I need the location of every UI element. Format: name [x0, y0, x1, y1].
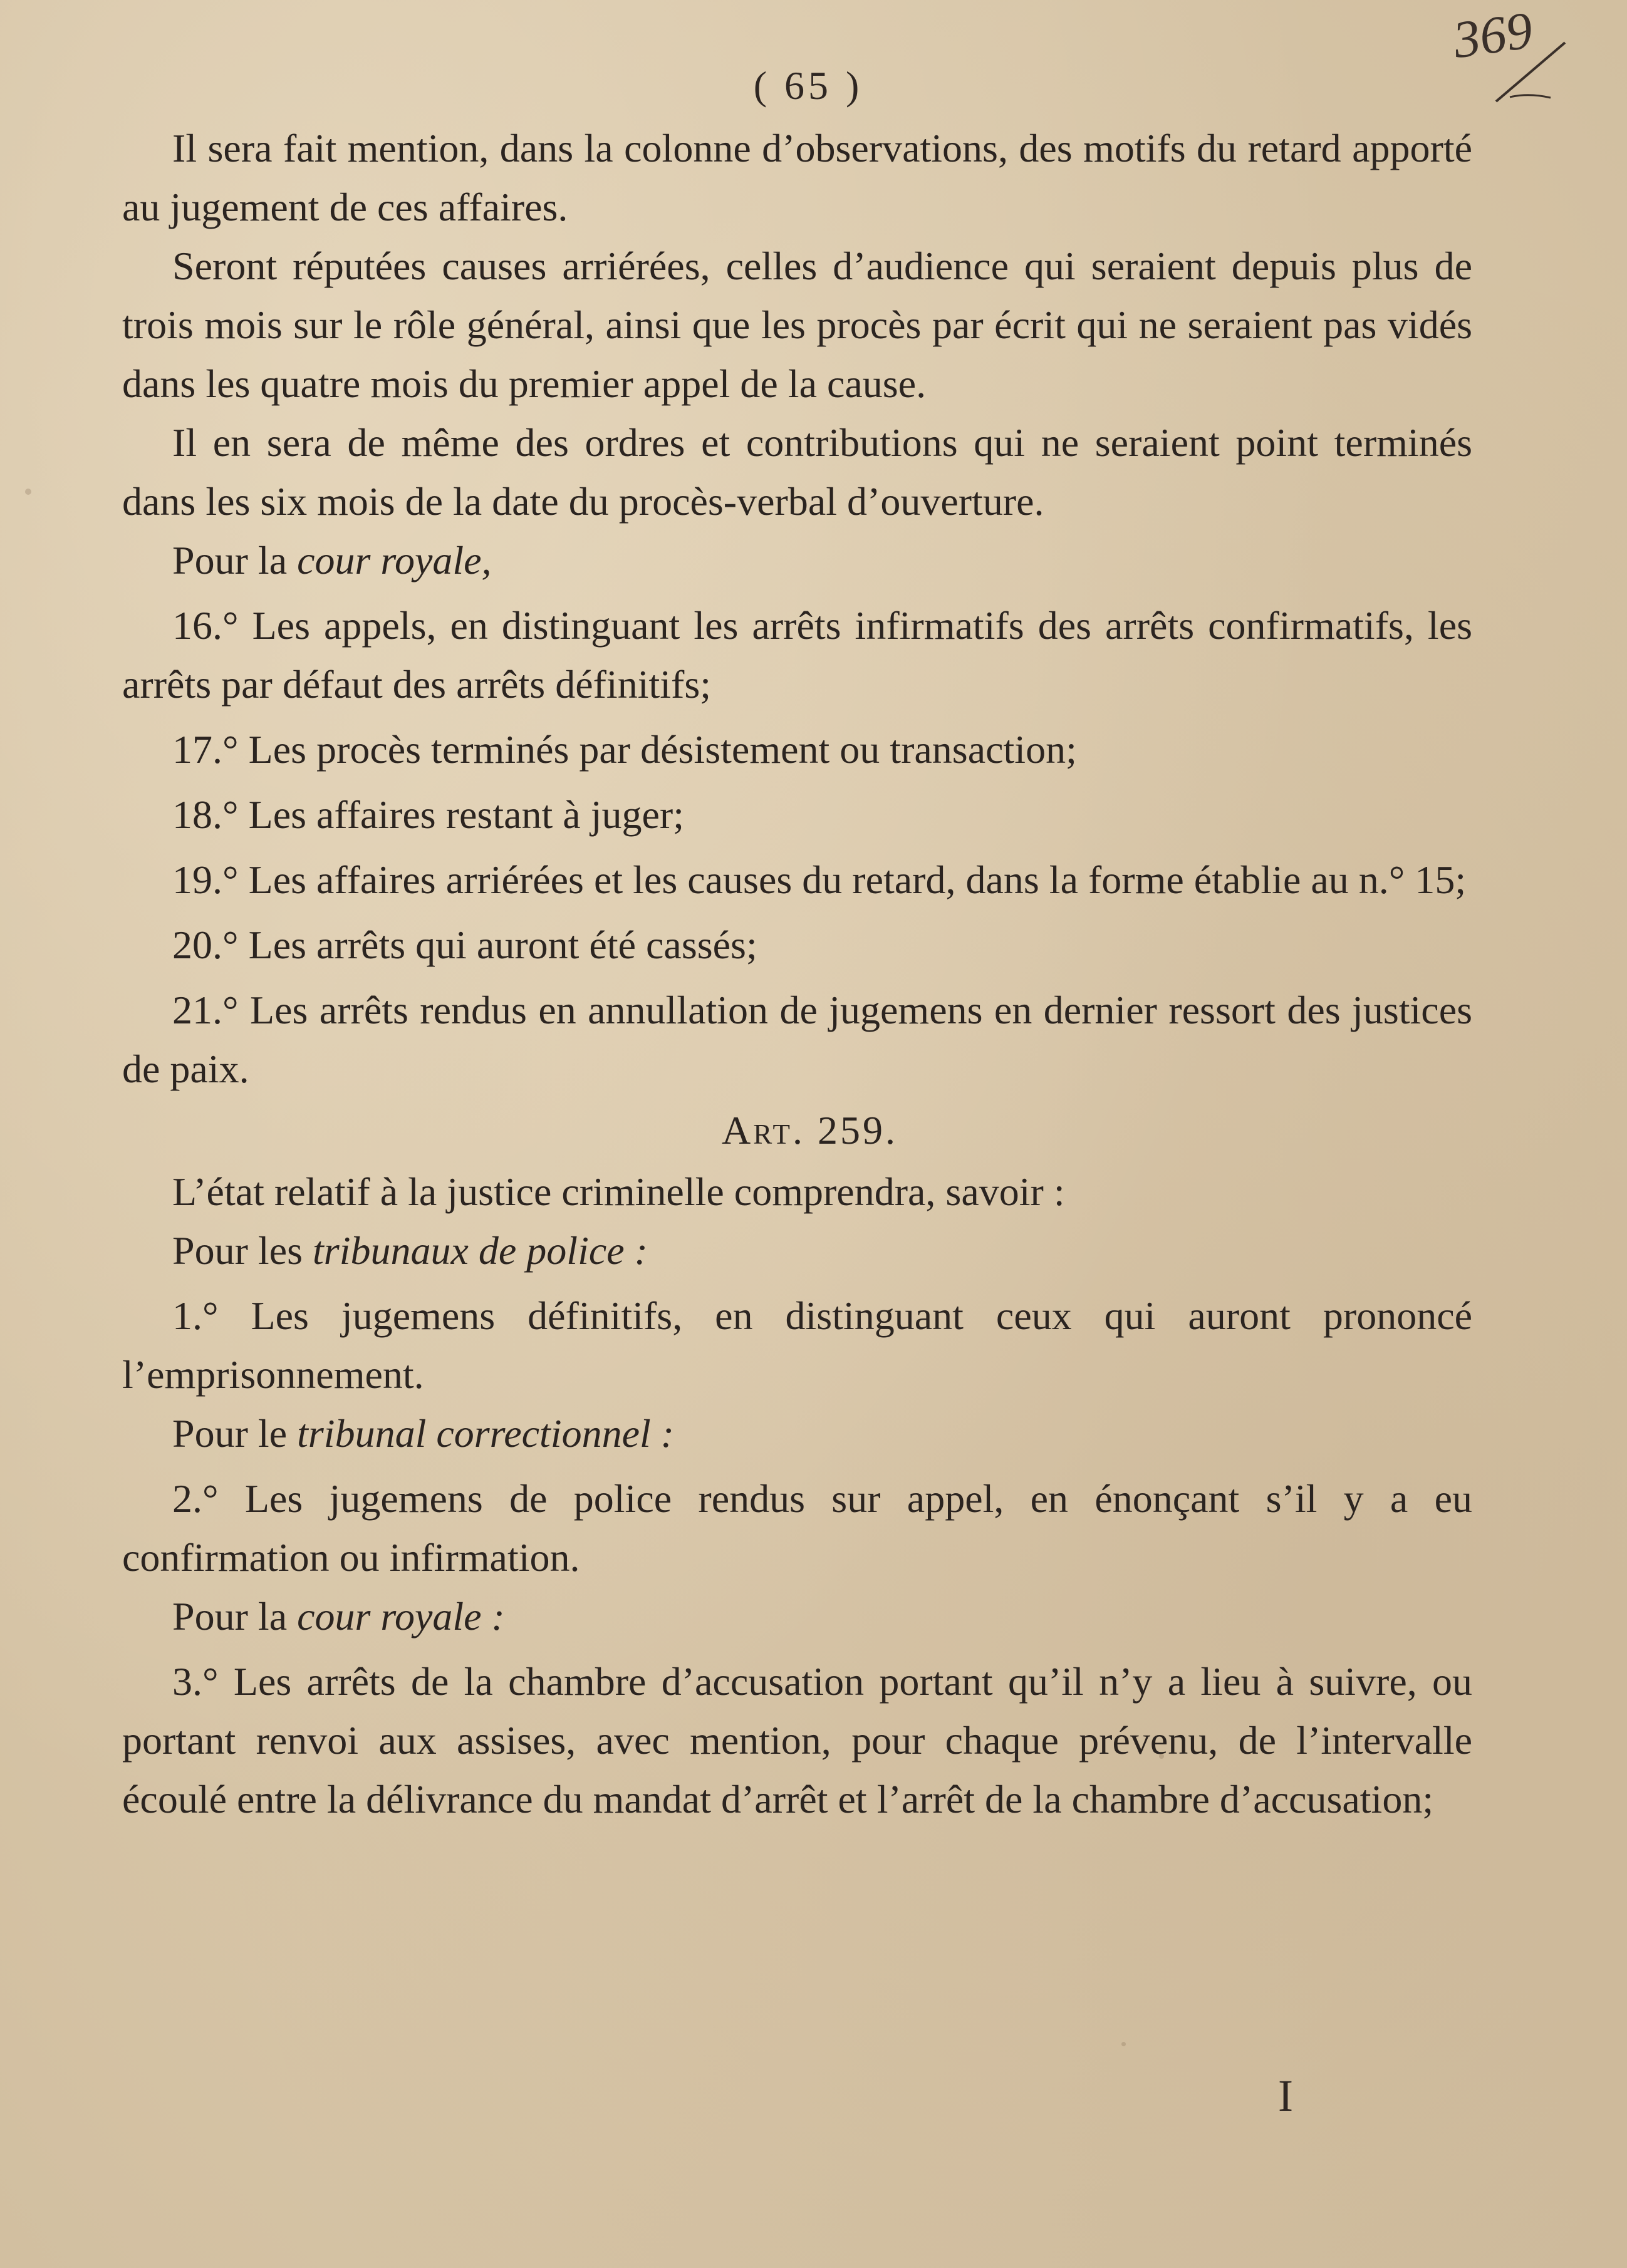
- item-number: 3.°: [172, 1659, 219, 1704]
- list-item-3: [122, 1652, 1472, 1829]
- list-item-1: [122, 1287, 1472, 1404]
- section-tribunal-correctionnel: [122, 1404, 1472, 1463]
- section-emphasis: cour royale,: [297, 538, 492, 583]
- item-text: Les affaires restant à juger;: [238, 792, 684, 837]
- folio-note: 369: [1450, 1, 1536, 70]
- section-tribunaux-police: [122, 1221, 1472, 1280]
- item-text: Les appels, en distinguant les arrêts infirmatifs des arrêts confirmatifs, les arrêts par défaut des arrêts définitifs;: [122, 603, 1472, 707]
- section-emphasis: tribunal correctionnel :: [297, 1411, 675, 1456]
- section-prefix: Pour la: [172, 538, 298, 583]
- item-text: Les procès terminés par désistement ou transaction;: [238, 727, 1077, 772]
- section-emphasis: cour royale :: [297, 1594, 505, 1639]
- item-number: 16.°: [172, 603, 239, 648]
- paragraph-causes-arrierees: Seront réputées causes arriérées, celles d’audience qui seraient depuis plus de trois mois sur le rôle général, ainsi que les procès par écrit qui ne seraient pas vidés dans les quatre mois du premier appel de la cause.: [122, 244, 1472, 406]
- section-cour-royale-criminal: [122, 1587, 1472, 1646]
- paper-stain: [1159, 1754, 1164, 1759]
- item-text: Les jugemens définitifs, en distinguant ceux qui auront prononcé l’emprisonnement.: [122, 1293, 1472, 1397]
- paragraph-observations: Il sera fait mention, dans la colonne d’observations, des motifs du retard apporté au jugement de ces affaires.: [122, 126, 1472, 229]
- paragraph-intro-criminal: L’état relatif à la justice criminelle comprendra, savoir :: [172, 1169, 1065, 1214]
- item-text: Les affaires arriérées et les causes du retard, dans la forme établie au n.° 15;: [238, 857, 1467, 902]
- item-number: 1.°: [172, 1293, 219, 1338]
- list-item-18: [122, 785, 1472, 844]
- item-text: Les arrêts rendus en annullation de jugemens en dernier ressort des justices de paix.: [122, 988, 1472, 1091]
- item-number: 20.°: [172, 923, 239, 967]
- list-item-20: [122, 916, 1472, 975]
- folio-slash-mark: [1491, 38, 1572, 106]
- document-body: [122, 119, 1472, 1829]
- item-number: 2.°: [172, 1476, 219, 1521]
- section-prefix: Pour le: [172, 1411, 298, 1456]
- article-heading: Art. 259.: [721, 1108, 898, 1152]
- list-item-16: [122, 596, 1472, 714]
- item-number: 21.°: [172, 988, 239, 1032]
- section-prefix: Pour les: [172, 1228, 313, 1273]
- item-text: Les arrêts qui auront été cassés;: [238, 923, 757, 967]
- paragraph-ordres-contributions: Il en sera de même des ordres et contributions qui ne seraient point terminés dans les six mois de la date du procès-verbal d’ouverture.: [122, 420, 1472, 524]
- section-emphasis: tribunaux de police :: [313, 1228, 648, 1273]
- section-prefix: Pour la: [172, 1594, 298, 1639]
- item-number: 18.°: [172, 792, 239, 837]
- list-item-17: [122, 720, 1472, 779]
- list-item-21: [122, 981, 1472, 1099]
- page-number: ( 65 ): [753, 63, 863, 108]
- section-cour-royale-civil: [122, 531, 1472, 590]
- item-text: Les jugemens de police rendus sur appel, en énonçant s’il y a eu confirmation ou infirmation.: [122, 1476, 1472, 1580]
- list-item-2: [122, 1469, 1472, 1587]
- list-item-19: [122, 851, 1472, 909]
- paper-stain: [25, 489, 31, 495]
- item-number: 19.°: [172, 857, 239, 902]
- item-text: Les arrêts de la chambre d’accusation portant qu’il n’y a lieu à suivre, ou portant renvoi aux assises, avec mention, pour chaque prévenu, de l’intervalle écoulé entre la délivrance du mandat d’arrêt et l’arrêt de la chambre d’accusation;: [122, 1659, 1472, 1821]
- paper-stain: [1121, 2042, 1126, 2046]
- signature-mark: I: [1278, 2071, 1293, 2121]
- item-number: 17.°: [172, 727, 239, 772]
